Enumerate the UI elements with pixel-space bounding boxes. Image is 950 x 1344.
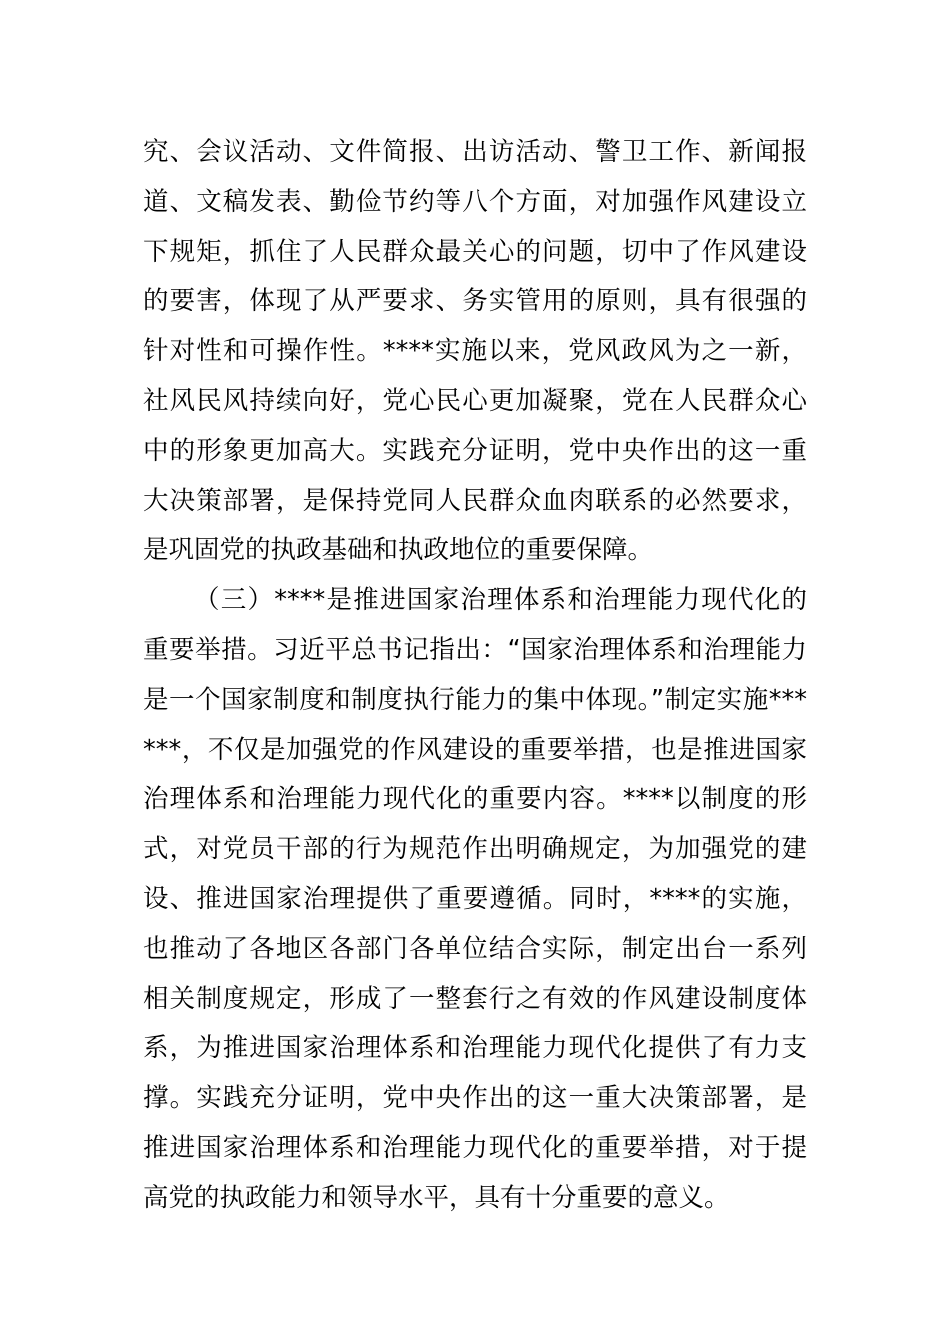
text-line: 高党的执政能力和领导水平，具有十分重要的意义。 <box>143 1182 730 1213</box>
text-line: 中的形象更加高大。实践充分证明，党中央作出的这一重 <box>143 435 807 466</box>
text-line: 是巩固党的执政基础和执政地位的重要保障。 <box>143 535 654 566</box>
text-line: 下规矩，抓住了人民群众最关心的问题，切中了作风建设 <box>143 236 807 267</box>
text-line: 是一个国家制度和制度执行能力的集中体现。”制定实施*** <box>143 684 807 715</box>
text-line: ***，不仅是加强党的作风建设的重要举措，也是推进国家 <box>143 734 807 765</box>
paragraph-1 <box>143 128 807 576</box>
text-line: 也推动了各地区各部门各单位结合实际，制定出台一系列 <box>143 933 807 964</box>
text-line: 撑。实践充分证明，党中央作出的这一重大决策部署，是 <box>143 1083 807 1114</box>
paragraph-2 <box>143 576 807 1223</box>
text-line: 推进国家治理体系和治理能力现代化的重要举措，对于提 <box>143 1132 807 1163</box>
text-line: 究、会议活动、文件简报、出访活动、警卫工作、新闻报 <box>143 137 807 167</box>
text-line: 针对性和可操作性。****实施以来，党风政风为之一新， <box>143 336 807 367</box>
text-line: 重要举措。习近平总书记指出：“国家治理体系和治理能力 <box>143 634 807 665</box>
text-line: 的要害，体现了从严要求、务实管用的原则，具有很强的 <box>143 286 807 317</box>
text-line: 治理体系和治理能力现代化的重要内容。****以制度的形 <box>143 784 807 815</box>
text-line: 式，对党员干部的行为规范作出明确规定，为加强党的建 <box>143 834 807 865</box>
text-line: 道、文稿发表、勤俭节约等八个方面，对加强作风建设立 <box>143 186 807 217</box>
text-line: 社风民风持续向好，党心民心更加凝聚，党在人民群众心 <box>143 385 807 416</box>
text-line: 相关制度规定，形成了一整套行之有效的作风建设制度体 <box>143 983 807 1014</box>
paragraph-heading-line: （三）****是推进国家治理体系和治理能力现代化的 <box>194 585 807 616</box>
text-line: 大决策部署，是保持党同人民群众血肉联系的必然要求， <box>143 485 807 516</box>
text-line: 设、推进国家治理提供了重要遵循。同时，****的实施， <box>143 883 807 914</box>
document-body <box>143 128 807 1224</box>
text-line: 系，为推进国家治理体系和治理能力现代化提供了有力支 <box>143 1033 807 1064</box>
